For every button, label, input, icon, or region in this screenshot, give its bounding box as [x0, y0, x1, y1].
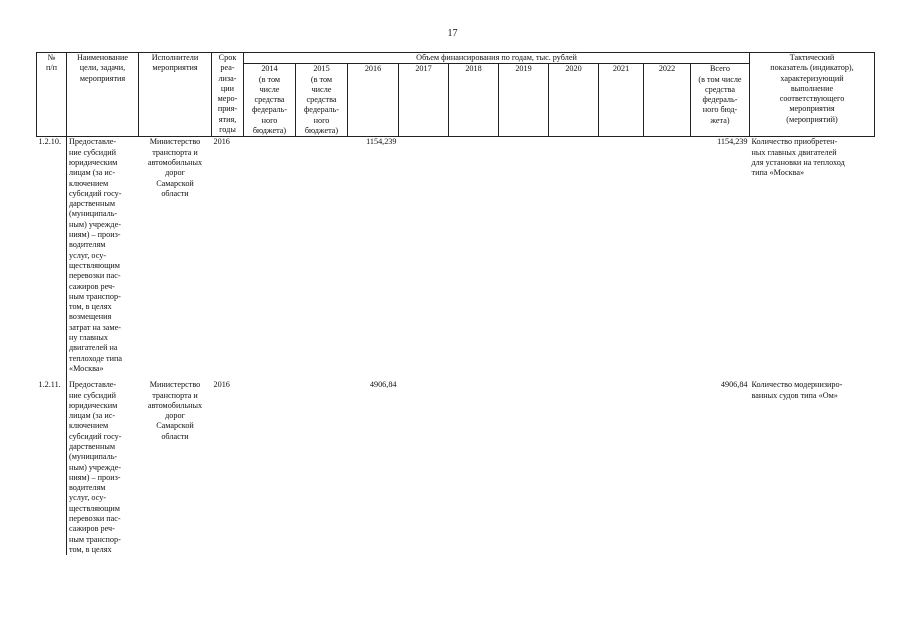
- row-value-2018: [449, 380, 499, 555]
- row-value-2019: [499, 137, 549, 374]
- header-year-2017: 2017: [399, 64, 449, 137]
- row-name: Предоставле- ние субсидий юридическим лицам (за ис- ключением субсидий госу- дарственным (муниципаль- ным) учрежде- ниям) – произ- водителям услуг, осу- ществляющим перевозки пас- сажиров реч- ным транспор- том, в целях: [67, 380, 139, 555]
- row-value-2017: [399, 137, 449, 374]
- table-row: [37, 380, 875, 555]
- header-year-2021: 2021: [599, 64, 644, 137]
- row-value-2017: [399, 380, 449, 555]
- row-indicator: Количество модернизиро- ванных судов типа «Ом»: [751, 380, 843, 400]
- row-value-2021: [599, 380, 644, 555]
- row-executor: Министерство транспорта и автомобильных дорог Самарской области: [147, 137, 203, 198]
- header-year-2019: 2019: [499, 64, 549, 137]
- header-year-2022: 2022: [644, 64, 691, 137]
- table-header: [37, 53, 875, 137]
- header-executor: Исполнители мероприятия: [139, 53, 212, 137]
- row-total: 4906,84: [720, 380, 748, 390]
- row-value-2015: [296, 137, 348, 374]
- row-term: 2016: [213, 380, 230, 390]
- header-num: № п/п: [37, 53, 67, 137]
- header-funding-group: Объем финансирования по годам, тыс. рублей: [244, 53, 750, 64]
- row-value-2022: [644, 137, 691, 374]
- header-year-2014: 2014 (в том числе средства федераль- ного бюджета): [244, 64, 296, 137]
- row-value-2014: [244, 380, 296, 555]
- header-year-2016: 2016: [348, 64, 399, 137]
- row-total: 1154,239: [717, 137, 748, 147]
- row-value-2016: 1154,239: [366, 137, 397, 147]
- row-value-2015: [296, 380, 348, 555]
- header-term: Срок реа- лиза- ции меро- прия- ятия, годы: [212, 53, 244, 137]
- header-year-2015: 2015 (в том числе средства федераль- ного бюджета): [296, 64, 348, 137]
- row-name: Предоставле- ние субсидий юридическим лицам (за ис- ключением субсидий госу- дарственным (муниципаль- ным) учрежде- ниям) – произ- водителям услуг, осу- ществляющим перевозки пас- сажиров реч- ным транспор- том, в целях возмещения затрат на заме- ну главных двигателей на теплоходе типа «Москва»: [67, 137, 139, 374]
- header-year-2020: 2020: [549, 64, 599, 137]
- row-indicator: Количество приобретен- ных главных двигателей для установки на теплоход типа «Москва»: [751, 137, 845, 178]
- row-value-2014: [244, 137, 296, 374]
- funding-table: [36, 52, 875, 555]
- page-number: 17: [447, 28, 458, 39]
- header-year-2018: 2018: [449, 64, 499, 137]
- header-indicator: Тактический показатель (индикатор), характеризующий выполнение соответствующего мероприятия (мероприятий): [750, 53, 875, 137]
- row-value-2022: [644, 380, 691, 555]
- header-name: Наименование цели, задачи, мероприятия: [67, 53, 139, 137]
- table-row: [37, 137, 875, 374]
- header-total: Всего (в том числе средства федераль- ного бюд- жета): [691, 64, 750, 137]
- row-num: 1.2.11.: [38, 380, 61, 390]
- row-num: 1.2.10.: [38, 137, 62, 147]
- row-value-2016: 4906,84: [369, 380, 397, 390]
- row-value-2020: [549, 137, 599, 374]
- row-term: 2016: [213, 137, 230, 147]
- row-value-2020: [549, 380, 599, 555]
- row-executor: Министерство транспорта и автомобильных дорог Самарской области: [147, 380, 203, 441]
- row-value-2019: [499, 380, 549, 555]
- row-value-2018: [449, 137, 499, 374]
- row-value-2021: [599, 137, 644, 374]
